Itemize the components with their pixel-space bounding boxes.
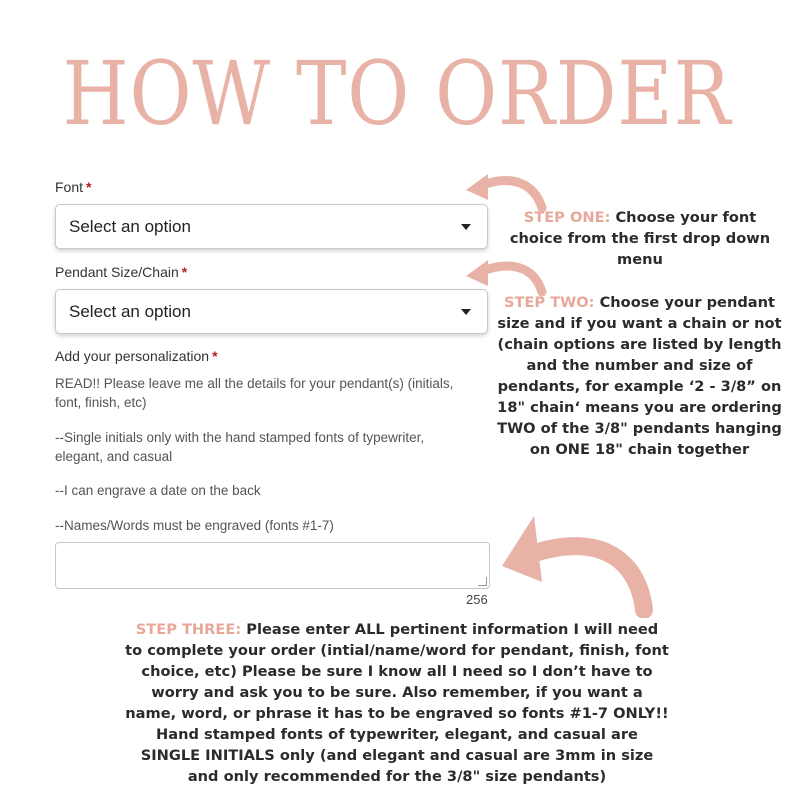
pendant-label-text: Pendant Size/Chain	[55, 264, 179, 280]
font-select-value: Select an option	[69, 217, 191, 236]
step-three-text: Please enter ALL pertinent information I will need to complete your order (intial/name/word for pendant, finish, font choice, etc) Please be sure I know all I need so I don’t have to worry and ask you to be sure. Also remember, if you want a name, word, or phrase it has to be engraved so fonts #1-7 ONLY!! Hand stamped fonts of typewriter, elegant, and casual are SINGLE INITIALS only (and elegant and casual are 3mm in size and only recommended for the 3/8" size pendants)	[125, 621, 669, 785]
dropdown-caret-icon	[461, 224, 471, 230]
personalization-note-3: --I can engrave a date on the back	[55, 483, 261, 498]
required-mark: *	[181, 264, 188, 280]
curved-arrow-icon	[462, 250, 548, 300]
personalization-note-2: --Single initials only with the hand stamped fonts of typewriter, elegant, and casual	[55, 430, 425, 464]
step-three-note	[125, 619, 669, 787]
personalization-label	[55, 348, 218, 364]
font-label	[55, 179, 91, 195]
dropdown-caret-icon	[461, 309, 471, 315]
step-one-keyword: STEP ONE:	[523, 209, 611, 226]
curved-arrow-icon	[498, 498, 658, 618]
page-title: HOW TO ORDER	[62, 42, 732, 145]
personalization-note-4: --Names/Words must be engraved (fonts #1-7)	[55, 518, 334, 533]
personalization-note-1: READ!! Please leave me all the details for your pendant(s) (initials, font, finish, etc)	[55, 376, 454, 410]
pendant-select[interactable]	[55, 289, 488, 334]
character-counter: 256	[466, 592, 488, 607]
step-two-keyword: STEP TWO:	[503, 294, 595, 311]
step-two-note	[497, 292, 782, 460]
pendant-select-value: Select an option	[69, 302, 191, 321]
step-one-text: Choose your font choice from the first drop down menu	[509, 209, 771, 268]
font-select[interactable]	[55, 204, 488, 249]
pendant-label	[55, 264, 187, 280]
curved-arrow-icon	[462, 164, 548, 214]
step-three-keyword: STEP THREE:	[135, 621, 242, 638]
step-two-text: Choose your pendant size and if you want a chain or not (chain options are listed by length and the number and size of pendants, for example ‘2 - 3/8” on 18" chain‘ means you are ordering TWO of the 3/8" pendants hanging on ONE 18" chain together	[497, 294, 782, 458]
required-mark: *	[86, 179, 92, 195]
personalization-textarea[interactable]	[55, 542, 490, 589]
resize-handle-icon[interactable]	[478, 577, 487, 586]
required-mark: *	[212, 348, 218, 364]
personalization-label-text: Add your personalization	[55, 348, 210, 364]
font-label-text: Font	[55, 179, 84, 195]
